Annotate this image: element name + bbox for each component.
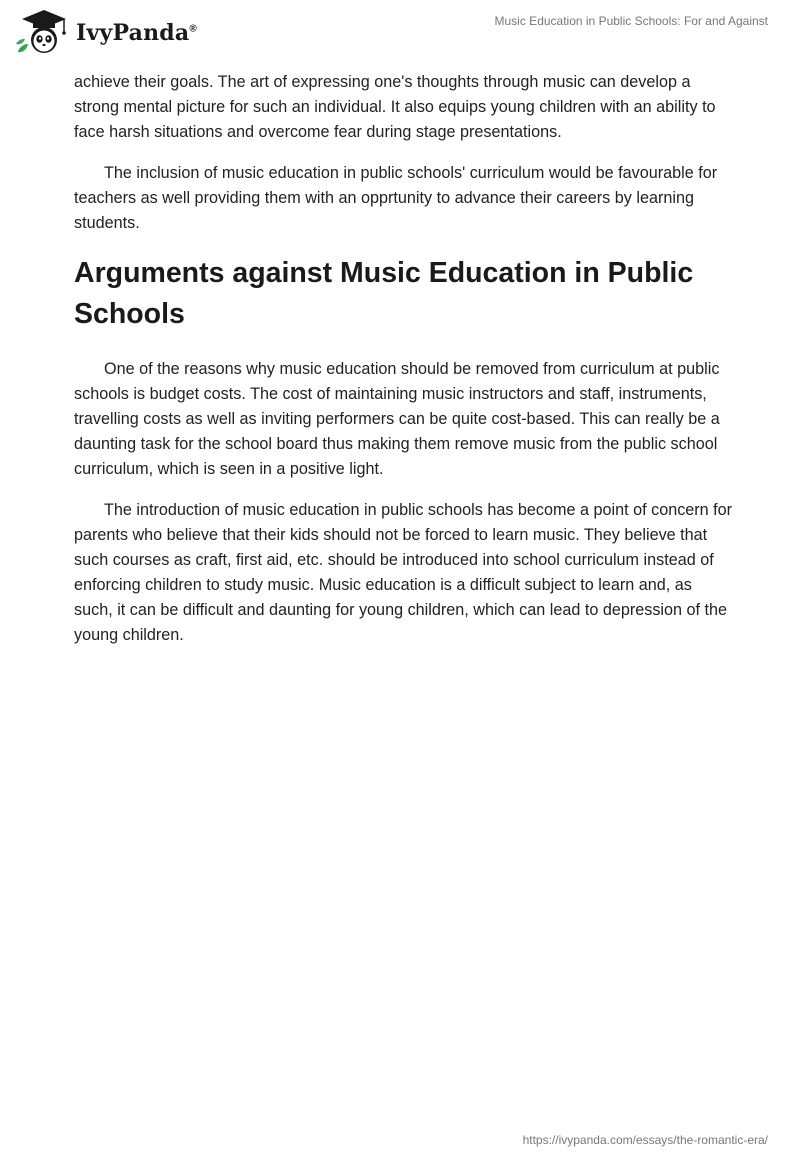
source-url-link[interactable]: https://ivypanda.com/essays/the-romantic-era/ [522,1133,768,1147]
essay-content [74,70,734,664]
paragraph: The introduction of music education in public schools has become a point of concern for parents who believe that their kids should not be forced to learn music. They believe that such courses as craft, first aid, etc. should be introduced into school curriculum instead of enforcing children to study music. Music education is a difficult subject to learn and, as such, it can be difficult and daunting for young children, which can lead to depression of the young children. [74,501,733,644]
document-title: Music Education in Public Schools: For and Against [494,14,768,28]
brand-name [76,20,197,46]
paragraph: The inclusion of music education in public schools' curriculum would be favourable for teachers as well providing them with an opprtunity to advance their careers by learning students. [74,164,718,232]
section-heading: Arguments against Music Education in Public Schools [74,257,694,330]
paragraph: achieve their goals. The art of expressing one's thoughts through music can develop a strong mental picture for such an individual. It also equips young children with an ability to face harsh situations and overcome fear during stage presentations. [74,73,716,141]
ivypanda-logo[interactable] [14,8,197,58]
brand-text: IvyPanda [76,20,190,46]
paragraph: One of the reasons why music education should be removed from curriculum at public schools is budget costs. The cost of maintaining music instructors and staff, instruments, travelling costs as well as inviting performers can be quite cost-based. This can really be a daunting task for the school board thus making them remove music from the public school curriculum, which is seen in a positive light. [74,360,720,478]
registered-mark: ® [189,23,197,35]
panda-icon [14,8,74,58]
page-header [0,0,800,70]
